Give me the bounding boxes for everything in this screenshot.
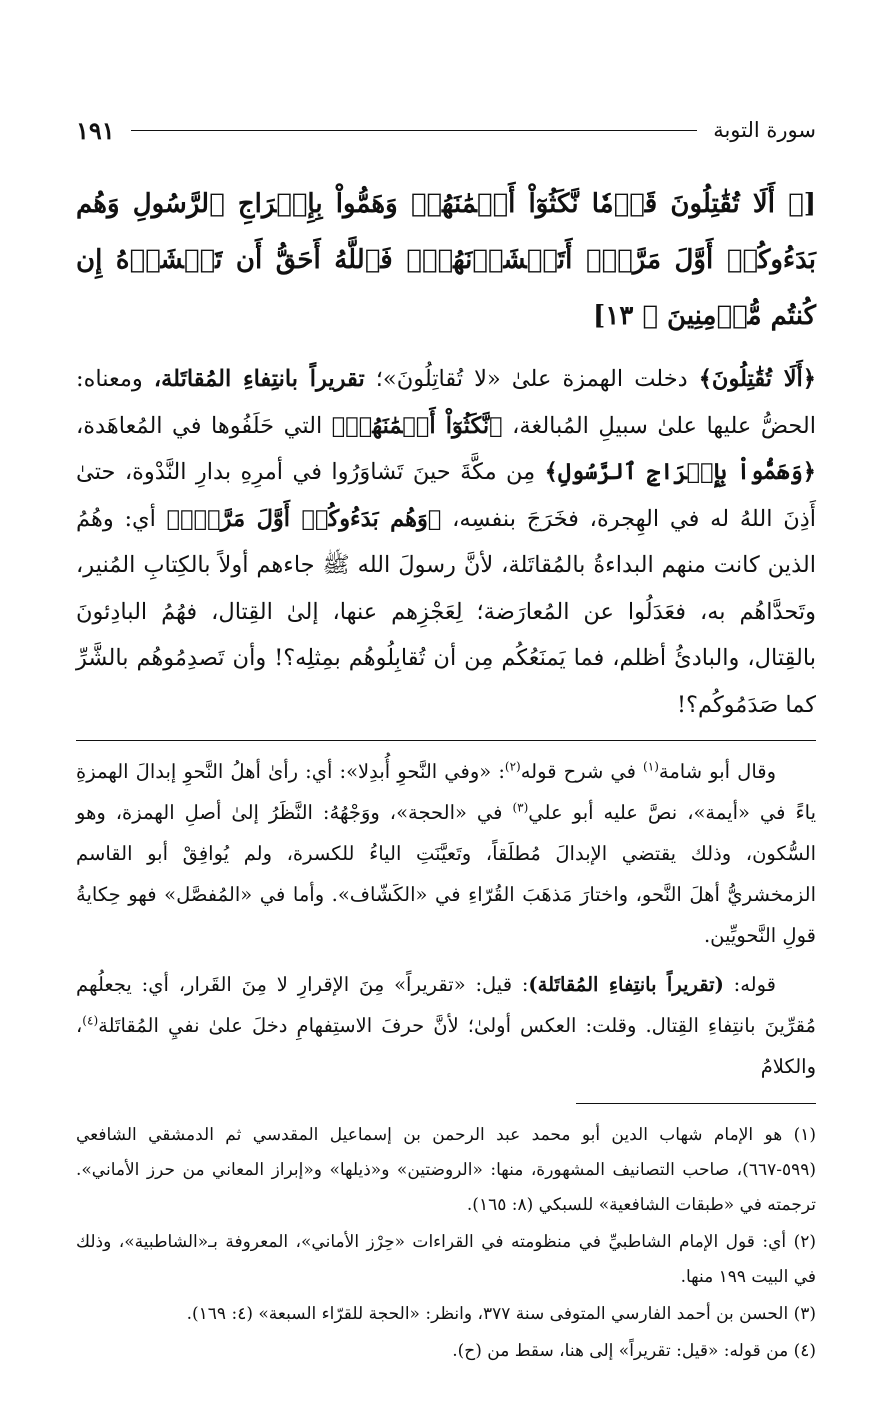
footnote-4: (٤) من قوله: «قيل: تقريراً» إلى هنا، سقط من (ح).: [452, 1341, 816, 1361]
footnote-3: (٣) الحسن بن أحمد الفارسي المتوفى سنة ٣٧٧، وانظر: «الحجة للقرّاء السبعة» (٤: ١٦٩).: [186, 1304, 816, 1324]
footnote-ref-3: (٣): [512, 800, 529, 815]
footnote-1: (١) هو الإمام شهاب الدين أبو محمد عبد الرحمن بن إسماعيل المقدسي ثم الدمشقي الشافعي (٥٩٩-٦٦٧)، صاحب التصانيف المشهورة، منها: «الروضتين» و«ذيلها» و«إبراز المعاني من حرز الأماني». ترجمته في «طبقات الشافعية» للسبكي (٨: ١٦٥).: [76, 1125, 817, 1215]
tafsir-paragraph: [76, 356, 816, 728]
tafsir-text-1b: ومعناه: الحضُّ عليها علىٰ سبيلِ المُبالغة،: [76, 366, 817, 439]
footnotes: [76, 1118, 816, 1369]
commentary-text: وقال أبو شامة: [658, 760, 776, 783]
footnote-2: (٢) أي: قول الإمام الشاطبيِّ في منظومته في القراءات «حِرْز الأماني»، المعروفة بـ«الشاطبية»، وذلك في البيت ١٩٩ منها.: [76, 1232, 816, 1287]
commentary-text: في شرح قوله: [520, 760, 636, 783]
verse-close-bracket: ﴾: [642, 301, 658, 331]
commentary-paragraph-2: [76, 964, 816, 1087]
quote-verse-4: ﴿وَهُم بَدَءُوكُمۡ أَوَّلَ مَرَّةٍۚ﴾: [166, 505, 442, 532]
header-rule: [131, 130, 698, 131]
verse-open-bracket: [﴿: [788, 189, 816, 219]
quote-verse-1: ﴿أَلَا تُقَٰتِلُونَ﴾: [698, 366, 816, 392]
quran-verse: [76, 176, 816, 344]
section-divider: [76, 740, 816, 741]
quote-verse-3: ﴿وَهَمُّواْ بِإِخۡرَاجِ ٱلرَّسُولِ﴾: [544, 459, 816, 485]
footnote-ref-1: (١): [643, 759, 659, 774]
tafsir-text-4: أي: وهُمُ الذين كانت منهم البداءةُ بالمُقاتَلة، لأنَّ رسولَ الله ﷺ جاءهم أولاً بالكِتابِ المُنير، وتَحدَّاهُم به، فعَدَلُوا عن المُعارَضة؛ لِعَجْزِهم عنها، إلىٰ القِتال، فهُمُ البادِئونَ بالقِتال، والبادئُ أظلم، فما يَمنَعُكُم مِن أن تُقابِلُوهُم بمِثلِه؟! وأن تَصدِمُوهُم بالشَّرِّ كما صَدَمُوكُم؟!: [76, 505, 816, 718]
footnote-rule: [576, 1103, 816, 1104]
commentary: [76, 751, 816, 1087]
commentary-lemma: (تقريراً بانتِفاءِ المُقاتَلة): [528, 973, 724, 996]
tafsir-text-3: مِن مكَّةَ حينَ تَشاوَرُوا في أمرِهِ بدارِ النَّدْوة، حتىٰ أَذِنَ اللهُ له في الهِجرة، فخَرَجَ بنفسِه،: [76, 459, 816, 532]
page-header: [76, 110, 816, 150]
commentary-text: : «وفي النَّحوِ أُبدِلا»: أي: رأىٰ أهلُ النَّحوِ إبدالَ الهمزةِ ياءً في «أيمة»، نصَّ عليه أبو علي: [76, 760, 817, 824]
footnote-ref-4: (٤): [82, 1013, 99, 1028]
commentary-text: ، والكلامُ: [76, 1014, 816, 1078]
verse-number: ١٣]: [593, 301, 634, 331]
commentary-text: : قيل: «تقريراً» مِنَ الإقرارِ لا مِنَ القَرار، أي: يجعلُهم مُقرِّينَ بانتِفاءِ القِتال. وقلت: العكس أولىٰ؛ لأنَّ حرفَ الاستِفهامِ دخلَ علىٰ نفيِ المُقاتَلة: [76, 973, 816, 1037]
commentary-paragraph-1: [76, 751, 816, 956]
page: [76, 110, 816, 1371]
tafsir-lemma: تقريراً بانتِفاءِ المُقاتَلة،: [153, 366, 365, 392]
page-number: ١٩١: [76, 115, 115, 145]
verse-text: أَلَا تُقَٰتِلُونَ قَوۡمٗا نَّكَثُوٓاْ أَيۡمَٰنَهُمۡ وَهَمُّواْ بِإِخۡرَاجِ ٱلرَّسُولِ وَهُم بَدَءُوكُمۡ أَوَّلَ مَرَّةٍۚ أَتَخۡشَوۡنَهُمۡۚ فَٱللَّهُ أَحَقُّ أَن تَخۡشَوۡهُ إِن كُنتُم مُّؤۡمِنِينَ: [76, 189, 816, 331]
footnote-ref-2: (٢): [504, 759, 521, 774]
tafsir-text-2: التي حَلَفُوها في المُعاهَدة،: [76, 412, 323, 439]
surah-title: سورة التوبة: [713, 118, 816, 142]
quote-verse-2: ﴿نَّكَثُوٓاْ أَيۡمَٰنَهُمۡ﴾: [331, 412, 503, 439]
tafsir-text-1: دخلت الهمزة علىٰ «لا تُقاتِلُونَ»؛: [375, 366, 688, 392]
commentary-text: في «الحجة»، ووَجْهُهُ: النَّظَرُ إلىٰ أصلِ الهمزة، وهو السُّكون، وذلك يقتضي الإبدالَ مُطلَقاً، وتَعيَّنَتِ الياءُ للكسرة، ولم يُوافِقْ أبو القاسم الزمخشريُّ أهلَ النَّحو، واختارَ مَذهَبَ القُرّاءِ في «الكَشّاف». وأما في «المُفصَّل» فهو حِكايةُ قولِ النَّحويِّين.: [76, 801, 816, 947]
commentary-text: قوله:: [733, 973, 776, 996]
